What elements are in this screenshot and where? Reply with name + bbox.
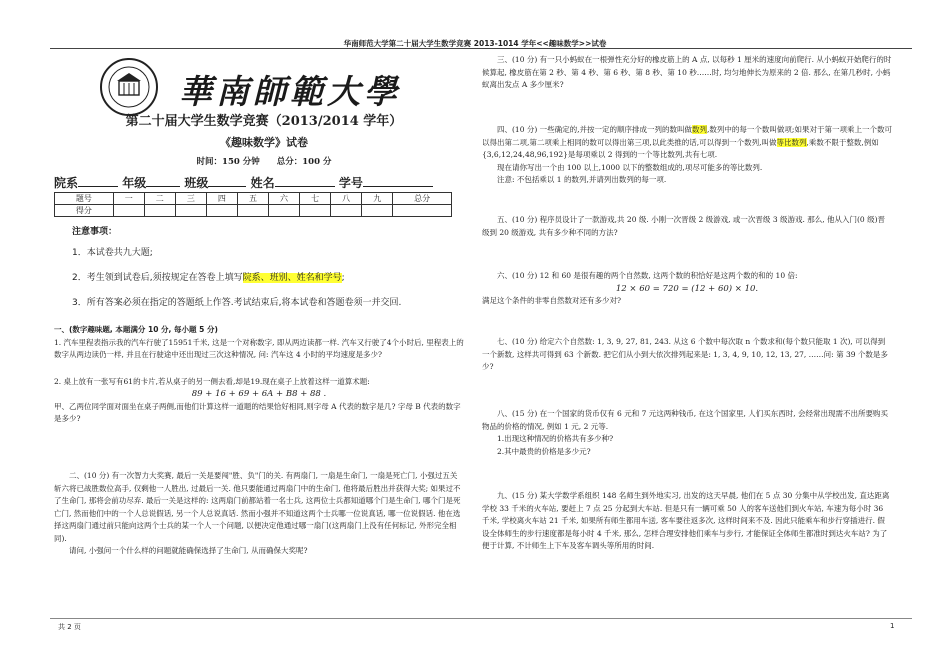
q8-part1: 1.出现这种情况的价格共有多少种?: [497, 434, 614, 443]
question-2: [54, 470, 464, 558]
id-label: 学号: [338, 176, 363, 190]
score-header-cell: 七: [300, 193, 331, 205]
class-blank[interactable]: [208, 175, 246, 187]
footer-divider: [50, 618, 912, 619]
question-5: [482, 214, 892, 239]
score-table-header-row: [55, 193, 452, 205]
q1-part1: 1. 汽车里程表指示我的汽车行驶了15951千米, 这是一个对称数字, 即从两边读都一样. 汽车又行驶了4个小时后, 里程表上的数字从两边读仍一样, 并且在行驶途中还出现过三次这种情况, 问: 汽车这 4 小时的平均速度是多少?: [54, 337, 464, 359]
score-cell[interactable]: [362, 205, 393, 217]
page-number: 1: [890, 622, 895, 630]
score-header-cell: 二: [144, 193, 175, 205]
q5-body: 五、(10 分) 程序员设计了一款游戏,共 20 级. 小刚一次晋级 2 级游戏, 或一次晋级 3 级游戏. 那么, 他从入门(0 级)晋级到 20 级游戏, 共有多少种不同的方法?: [482, 215, 886, 237]
q8-body: 八、(15 分) 在一个国家的货币仅有 6 元和 7 元这两种钱币, 在这个国家里, 人们买东西时, 会经常出现需不出所要购买物品的价格的情况, 例如 1 元, 2 元等.: [482, 409, 889, 431]
dept-blank[interactable]: [78, 175, 118, 187]
exam-title: 第二十届大学生数学竞赛（2013/2014 学年）: [125, 114, 403, 129]
grade-blank[interactable]: [146, 175, 180, 187]
page-count: 共 2 页: [58, 623, 81, 631]
exam-subtitle: 《趣味数学》试卷: [220, 136, 308, 149]
note-1: 1．本试卷共九大题;: [72, 248, 153, 258]
university-calligraphy-logo: 華南師範大學: [179, 72, 401, 111]
question-9: [482, 490, 892, 553]
header-divider: [50, 48, 912, 49]
score-header-cell: 四: [206, 193, 237, 205]
question-6: [482, 270, 892, 308]
dept-label: 院系: [54, 176, 79, 190]
score-table-score-row: [55, 205, 452, 217]
question-4: [482, 124, 892, 187]
score-cell[interactable]: [237, 205, 268, 217]
q2-question: 请问, 小强问一个什么样的问题就能确保选择了生命门, 从而确保大奖呢?: [69, 546, 308, 555]
q3-body: 三、(10 分) 有一只小蚂蚁在一根弹性充分好的橡皮筋上的 A 点, 以每秒 1 厘米的速度向前爬行. 从小蚂蚁开始爬行的时候算起, 橡皮筋在第 2 秒、第 4 秒、第 6 秒、第 8 秒、第 10 秒……时, 均匀地伸长为原来的 2 倍. 那么, 在第几秒时, 小蚂蚁离出发点 A 多少厘米?: [482, 55, 892, 89]
score-cell[interactable]: [300, 205, 331, 217]
university-seal-icon: [99, 57, 159, 117]
score-row-label: 得分: [55, 205, 114, 217]
note-2-highlight: 院系、班别、姓名和学号: [242, 273, 342, 283]
question-3: [482, 54, 892, 92]
q6-formula: 12 × 60 = 720 = (12 + 60) × 10.: [615, 283, 759, 294]
score-header-cell: 一: [113, 193, 144, 205]
question-7: [482, 336, 892, 374]
score-cell[interactable]: [331, 205, 362, 217]
score-header-cell: 九: [362, 193, 393, 205]
note-3: 3．所有答案必须在指定的答题纸上作答.考试结束后,将本试卷和答题卷须一并交回.: [72, 298, 402, 308]
grade-label: 年级: [122, 176, 147, 190]
q4-body: 四、(10 分) 一些确定的,并按一定的顺序排成一列的数叫做数列,数列中的每一个数叫做项;如果对于第一项乘上一个数可以得出第二项,第二项乘上相同的数可以得出第三项,以此类推的话,可以得到一个数列,叫做等比数列,乘数不限于整数,例如{3,6,12,24,48,96,192}是每项乘以 2 得到的一个等比数列,共有七项.: [482, 125, 892, 159]
notes-title: 注意事项：: [72, 227, 118, 237]
score-cell[interactable]: [175, 205, 206, 217]
q4-task: 现在请你写出一个由 100 以上,1000 以下的整数组成的,项尽可能多的等比数列.: [497, 162, 763, 172]
score-cell[interactable]: [393, 205, 452, 217]
q8-part2: 2.其中最贵的价格是多少元?: [497, 446, 591, 456]
name-label: 姓名: [250, 176, 275, 190]
q7-body: 七、(10 分) 给定六个自然数: 1, 3, 9, 27, 81, 243. 从这 6 个数中每次取 n 个数求和(每个数只能取 1 次), 可以得到一个新数, 这样共可得到 63 个新数. 把它们从小到大依次排列起来是: 1, 3, 4, 9, 10, 12, 13, 27, ……问: 第 39 个数是多少?: [482, 337, 888, 371]
question-8: [482, 408, 892, 458]
q6-body: 六、(10 分) 12 和 60 是很有趣的两个自然数, 这两个数的积恰好是这两个数的和的 10 倍:: [497, 271, 798, 280]
note-2: 2．考生领到试卷后,须按规定在答卷上填写院系、班别、姓名和学号;: [72, 273, 345, 283]
q1-heading: 一、(数字趣味题, 本题满分 10 分, 每小题 5 分): [54, 325, 218, 334]
score-header-cell: 六: [268, 193, 299, 205]
question-1: [54, 324, 464, 426]
page-header: 华南师范大学第二十届大学生数学竞赛 2013-1014 学年<<趣味数学>>试卷: [343, 39, 607, 48]
q1-part2-question: 甲、乙两位同学面对面坐在桌子两侧,而他们计算这样一道题的结果恰好相同,则字母 A 代表的数字是几? 字母 B 代表的数字是多少?: [54, 401, 461, 423]
q4-highlight-sequence: 数列: [692, 125, 708, 134]
score-header-cell: 八: [331, 193, 362, 205]
score-header-cell: 五: [237, 193, 268, 205]
score-table: [54, 192, 452, 217]
q1-formula: 89 + 16 + 69 + 6A + B8 + 88 .: [191, 389, 327, 399]
score-cell[interactable]: [113, 205, 144, 217]
q9-body: 九、(15 分) 某大学数学系组织 148 名师生到外地实习, 出发的这天早晨, 他们在 5 点 30 分集中从学校出发, 直达距离学校 33 千米的火车站, 要赶上 7 点 25 分起到大车站. 但是只有一辆可乘 50 人的客车送他们到火车站, 车速为每小时 36 千米, 学校离火车站 21 千米, 如果所有师生都用车送, 客车要往返多次, 这样时间来不及. 因此只能乘车和步行穿插进行. 假设全体师生的步行速度都是每小时 4 千米, 那么, 怎样合理安排他们乘车与步行, 才能保证全体师生都准时到达火车站? 为了便于计算, 不计师生上下车及客车调头等所用的时间.: [482, 491, 890, 550]
score-cell[interactable]: [144, 205, 175, 217]
student-info-fields: [54, 174, 433, 191]
time-and-score: 时间：150 分钟 总分：100 分: [196, 157, 332, 167]
q4-highlight-geometric: 等比数列: [776, 137, 807, 147]
q1-part2: 2. 桌上放有一张写有61的卡片,若从桌子的另一侧去看,却是19.现在桌子上放着这样一道算术题:: [54, 376, 370, 386]
score-cell[interactable]: [268, 205, 299, 217]
q2-body: 二、(10 分) 有一次智力大奖赛, 最后一关是要闯"胜、负"门的关. 有两扇门, 一扇是生命门, 一扇是死亡门, 小强过五关斩六将已战胜数位高手, 仅剩他一人胜出, 过最后一关. 他只要能通过两扇门中的生命门, 他将最后胜出并获得大奖; 如果过不了生命门, 那将会前功尽弃. 最后一关是这样的: 这两扇门前都站着一名士兵, 这两位士兵都知道哪个门是生命门, 哪个门是死亡门, 然而他们中的一个人总说假话, 另一个人总说真话. 然而小强并不知道这两个士兵哪一位说真话, 哪一位说假话. 他在选择这两扇门通过前只能向这两个士兵的某一个人一个问题, 以便决定他通过哪一扇门(这两扇门上没有任何标记, 外形完全相同).: [54, 471, 461, 543]
id-blank[interactable]: [363, 175, 433, 187]
exam-notes: [72, 224, 452, 320]
name-blank[interactable]: [275, 175, 335, 187]
class-label: 班级: [184, 176, 209, 190]
q6-question: 满足这个条件的非零自然数对还有多少对?: [482, 296, 622, 305]
score-header-cell: 总分: [393, 193, 452, 205]
q4-note: 注意: 不包括乘以 1 的数列,并请列出数列的每一项.: [497, 175, 667, 184]
score-header-cell: 三: [175, 193, 206, 205]
score-header-cell: 题号: [55, 193, 114, 205]
score-cell[interactable]: [206, 205, 237, 217]
